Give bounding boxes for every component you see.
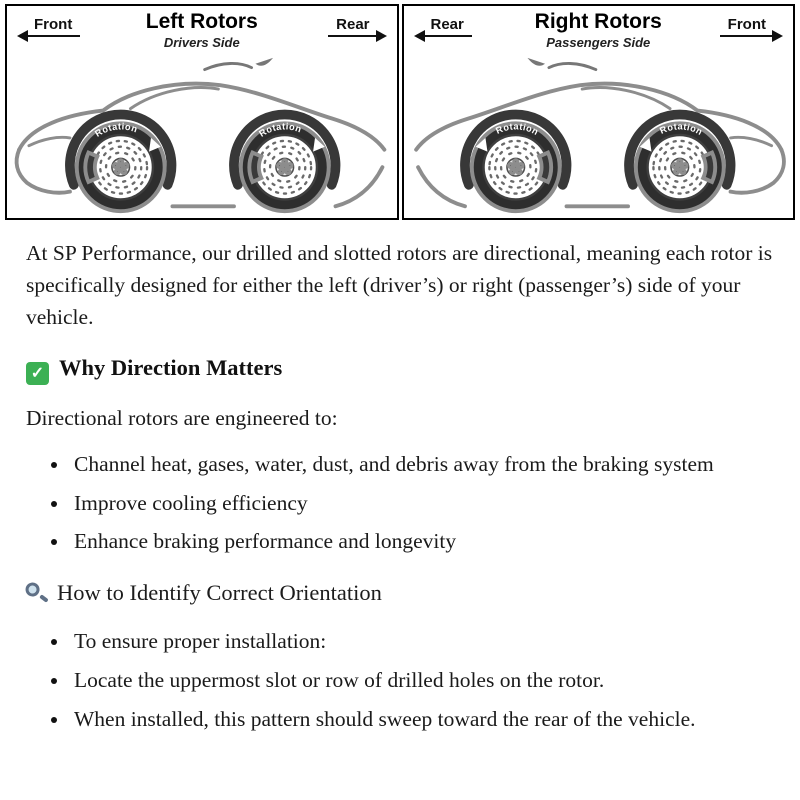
orientation-item: • Locate the uppermost slot or row of drilled holes on the rotor. [70,665,774,697]
benefit-item: • Enhance braking performance and longevity [70,526,774,558]
car-illustration-left [7,52,397,218]
orientation-item: • When installed, this pattern should sweep toward the rear of the vehicle. [70,704,774,736]
left-panel-header [7,6,397,52]
rear-arrow [328,16,386,37]
benefit-item: • Improve cooling efficiency [70,488,774,520]
front-arrow [720,16,783,37]
rotation-label: Rotation [493,121,540,138]
orientation-list [26,626,774,735]
check-icon: ✓ [26,362,49,385]
arrow-right-icon [772,30,783,42]
rotor-direction-diagram [0,0,800,220]
rear-arrow [414,16,472,37]
rotation-label: Rotation [93,121,139,139]
front-label: Front [26,16,80,37]
article-body [0,220,800,736]
car-illustration-right [404,52,794,218]
orientation-heading-text: How to Identify Correct Orientation [57,580,382,606]
rear-label: Rear [423,16,472,37]
right-rotors-panel [402,4,796,220]
intro-paragraph: At SP Performance, our drilled and slotted rotors are directional, meaning each rotor is specifically designed for either the left (driver’s) or right (passenger’s) side of your vehicle. [26,241,773,329]
panel-subtitle: Passengers Side [546,35,651,50]
arrow-right-icon [376,30,387,42]
orientation-heading [26,580,774,606]
why-direction-heading-text: Why Direction Matters [59,355,283,381]
benefit-list [26,449,774,558]
panel-title: Right Rotors [534,10,662,33]
magnifier-icon [25,581,49,605]
left-rotors-panel [5,4,399,220]
rear-label: Rear [328,16,377,37]
panel-title: Left Rotors [145,10,258,33]
benefit-item: • Channel heat, gases, water, dust, and debris away from the braking system [70,449,774,481]
engineered-lead: Directional rotors are engineered to: [26,405,338,430]
rotation-label: Rotation [657,121,704,138]
right-panel-header [404,6,794,52]
front-arrow [17,16,80,37]
why-direction-heading [26,355,774,385]
front-label: Front [720,16,774,37]
panel-subtitle: Drivers Side [163,35,240,50]
rotation-label: Rotation [257,121,304,139]
orientation-item: • To ensure proper installation: [70,626,774,658]
